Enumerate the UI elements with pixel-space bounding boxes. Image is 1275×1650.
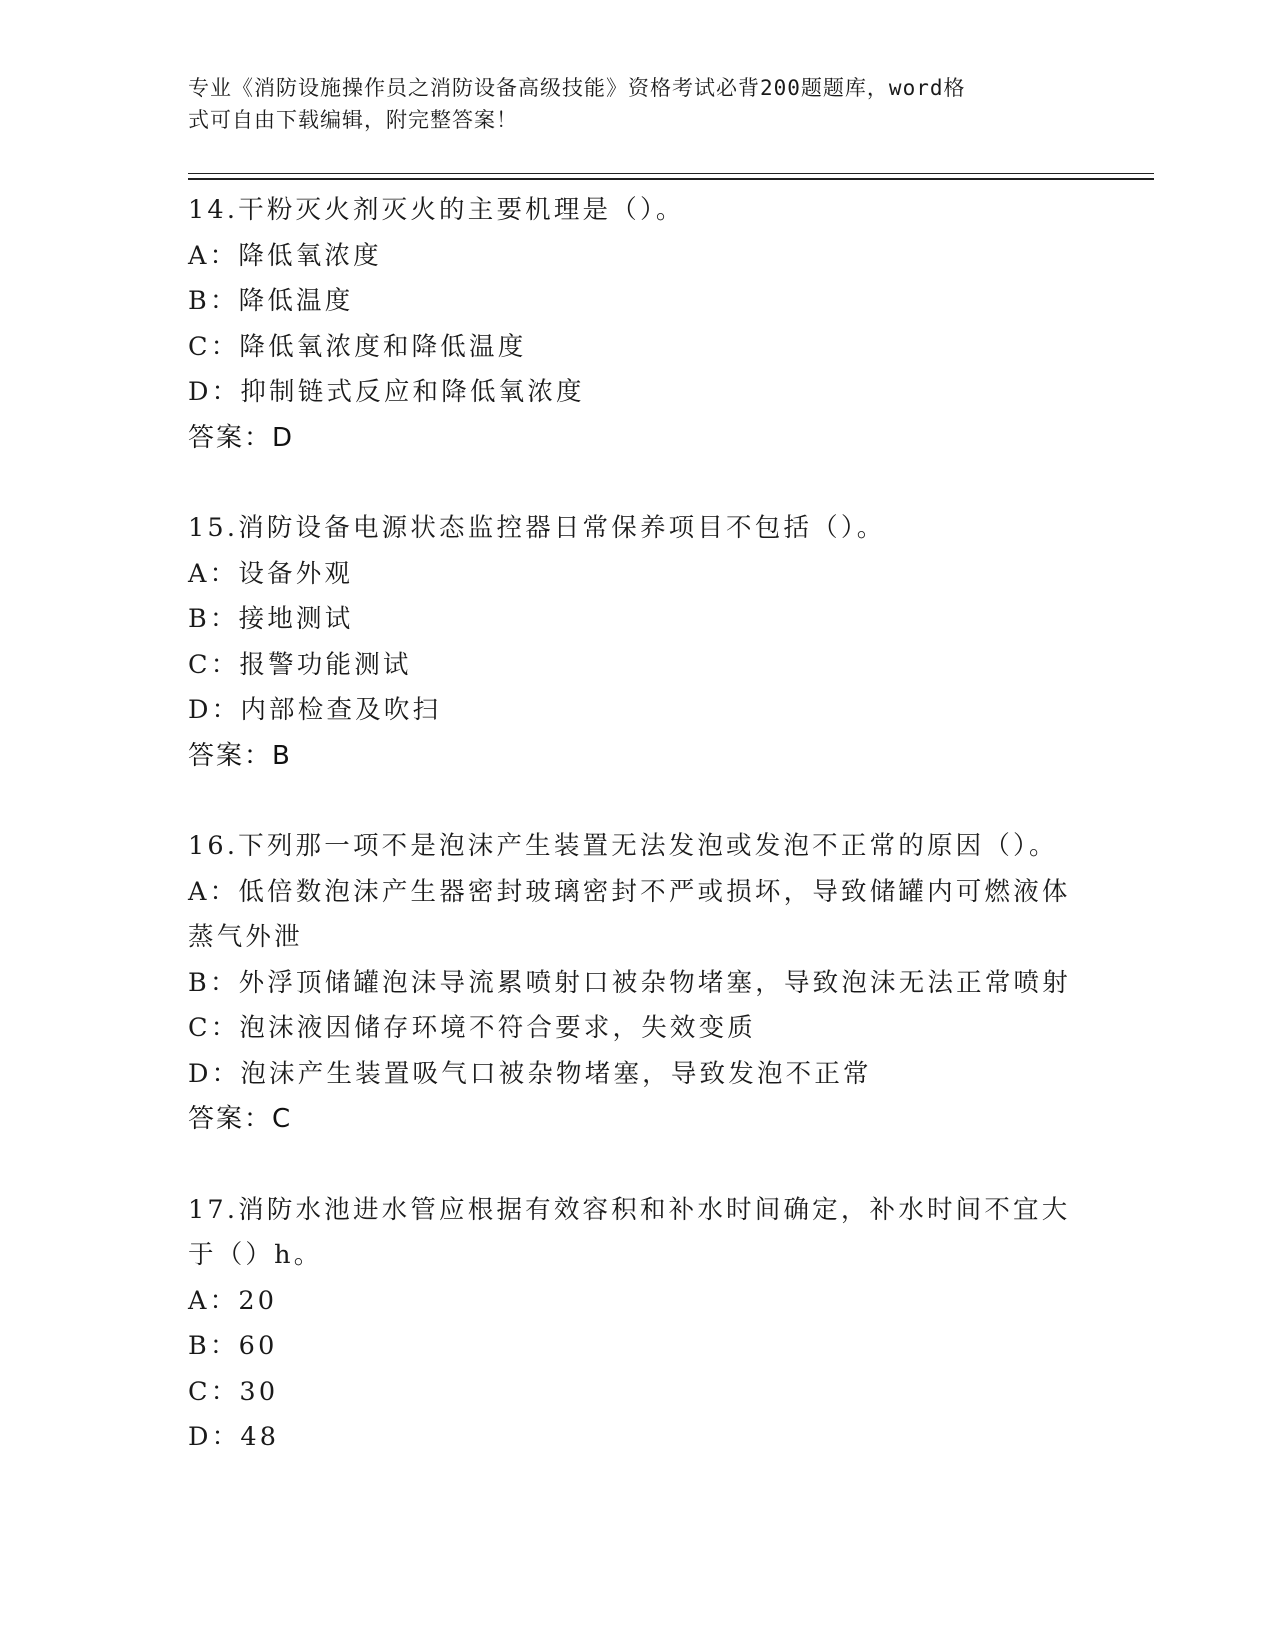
option-d: D：泡沫产生装置吸气口被杂物堵塞，导致发泡不正常 <box>188 1058 872 1089</box>
question-stem: 14.干粉灭火剂灭火的主要机理是（）。 <box>188 195 685 225</box>
header-line-2: 式可自由下载编辑，附完整答案！ <box>188 108 518 132</box>
option-b: B：降低温度 <box>188 286 354 316</box>
header-divider-thick <box>188 178 1154 180</box>
option-a: A：低倍数泡沫产生器密封玻璃密封不严或损坏，导致储罐内可燃液体蒸气外泄 <box>188 876 1071 952</box>
option-a: A：20 <box>188 1285 278 1316</box>
option-b: B：外浮顶储罐泡沫导流累喷射口被杂物堵塞，导致泡沫无法正常喷射 <box>188 967 1071 998</box>
question-17 <box>188 1188 1078 1461</box>
option-c: C：报警功能测试 <box>188 649 412 680</box>
answer-value: D <box>272 422 294 453</box>
option-b: B：60 <box>188 1331 278 1361</box>
option-d: D：48 <box>188 1422 280 1452</box>
header-divider-thin <box>188 173 1154 174</box>
option-a: A：设备外观 <box>188 558 354 589</box>
option-c: C：泡沫液因储存环境不符合要求，失效变质 <box>188 1013 757 1043</box>
option-d: D：内部检查及吹扫 <box>188 695 442 725</box>
option-a: A：降低氧浓度 <box>188 240 382 271</box>
answer-label: 答案： <box>188 1104 273 1134</box>
question-stem: 17.消防水池进水管应根据有效容积和补水时间确定，补水时间不宜大于（）h。 <box>188 1194 1071 1270</box>
answer-line <box>188 734 1078 780</box>
question-16 <box>188 824 1078 1143</box>
answer-line <box>188 416 1078 462</box>
question-stem: 15.消防设备电源状态监控器日常保养项目不包括（）。 <box>188 513 886 543</box>
question-list <box>188 188 1078 1461</box>
answer-label: 答案： <box>188 422 273 453</box>
option-c: C：降低氧浓度和降低温度 <box>188 331 527 362</box>
option-c: C：30 <box>188 1376 279 1407</box>
option-b: B：接地测试 <box>188 604 354 634</box>
question-14 <box>188 188 1078 461</box>
document-header <box>188 72 1068 136</box>
header-line-1: 专业《消防设施操作员之消防设备高级技能》资格考试必背200题题库，word格 <box>188 76 966 100</box>
question-15 <box>188 506 1078 779</box>
option-d: D：抑制链式反应和降低氧浓度 <box>188 377 585 407</box>
answer-value: C <box>272 1104 292 1134</box>
answer-line <box>188 1097 1078 1143</box>
answer-label: 答案： <box>188 740 273 771</box>
question-stem: 16.下列那一项不是泡沫产生装置无法发泡或发泡不正常的原因（）。 <box>188 831 1058 861</box>
answer-value: B <box>272 740 291 771</box>
